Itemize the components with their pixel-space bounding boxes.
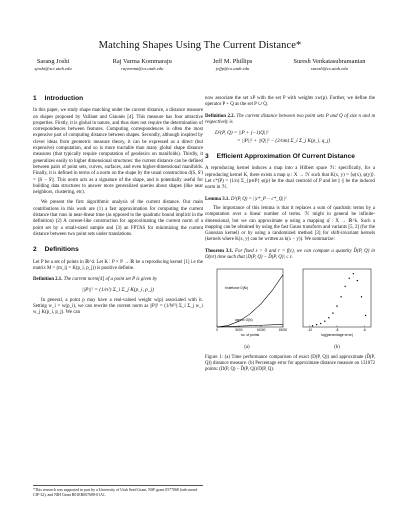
- data-point: [336, 306, 337, 307]
- definition-text: The current norm[4] of a point set P is given by: [63, 277, 158, 283]
- author-name: Jeff M. Phillips: [212, 58, 253, 65]
- x-tick-label: -6: [362, 328, 366, 333]
- approximation-paragraph-1: A reproducing kernel induces a map into a Hilbert space ℋ: specifically, for a reproducing kernel K, there exists a map φ : X → ℋ such that K(x, y) = ⟨φ(x), φ(y)⟩. Let c*(P) = (1/n) Σ_{p∈P} φ(p) be the dual centroid of P and let ||·|| be the induced norm in ℋ.: [205, 166, 375, 191]
- section-heading-introduction: [33, 96, 203, 102]
- series-label: bruteforce O(N²): [225, 286, 249, 291]
- author-4: [293, 58, 365, 71]
- section-heading-definitions: [33, 247, 203, 253]
- plot-frame: [303, 269, 371, 327]
- definitions-paragraph-1: Let P be a set of points in ℝ^d. Let K : P × P → ℝ be a reproducing kernel [1] i.e the matrix M = (m_ij = K(p_i, p_j)) is positive definite.: [33, 259, 203, 271]
- definitions-paragraph-2: In general, a point p may have a real-valued weight w(p) associated with it. Setting w_i = w(p_i), we can rewrite the current norm as ||P||² = (1/W²) Σ_i Σ_j w_i w_j K(p_i, p_j). We can: [33, 297, 203, 316]
- author-email: rajvarma@cs.utah.edu: [121, 66, 164, 71]
- section-number: 3: [205, 153, 209, 161]
- section-number: 1: [33, 95, 37, 102]
- figure-caption: Figure 1: (a) Time performance comparison of exact (D(P, Q)) and approximate (D̂(P, Q)) distance measure. (b) Percentage error for approximate distance measure on 131072 points: (D(P, Q) − D̂(P, Q))/D(P, Q).: [205, 355, 375, 373]
- paper-title: Matching Shapes Using The Current Distance*: [98, 40, 302, 51]
- author-2: [113, 58, 172, 71]
- section-heading-approximation: [205, 154, 375, 160]
- definition-label: Definition 2.1.: [33, 277, 63, 283]
- x-axis-label: log(percentage error): [321, 333, 353, 338]
- data-point: [357, 280, 358, 281]
- data-point: [332, 313, 333, 314]
- x-tick-label: 10000: [256, 328, 266, 333]
- left-column: [33, 96, 203, 321]
- x-tick-label: 0: [216, 328, 218, 333]
- author-email: suresh@cs.utah.edu: [310, 66, 348, 71]
- author-name: Sarang Joshi: [36, 58, 70, 65]
- definition-2-1: [33, 277, 203, 283]
- data-point: [320, 323, 321, 324]
- series-label: approx O(N): [235, 318, 253, 323]
- author-3: [213, 58, 252, 71]
- author-email: sjoshi@sci.utah.edu: [34, 66, 72, 71]
- x-axis-label: no. of points: [240, 333, 260, 338]
- data-point: [353, 273, 354, 274]
- author-email: jeffp@cs.utah.edu: [215, 66, 250, 71]
- section-title: Definitions: [44, 246, 79, 254]
- intro-paragraph-1: In this paper, we study shape matching under the current distance, a distance measure on shapes proposed by Vaillant and Glaunès [4]. This measure has four attractive properties. Firstly, it is global in nature, and thus does not require the determination of correspondences between features. Computing correspondences is often the most expensive part of computing distance between shapes. Secondly, although inspired by clever ideas from geometric measure theory, it can be expressed as a direct (but expensive) computation, and so is more tractable than many global shape distance measures (that typically require computation of geodesics on manifolds). Thirdly, it generalizes easily to higher dimensional structures: the current distance can be defined between pairs of point sets, curves, surfaces, and even higher-dimensional manifolds. Finally, it is defined in terms of a norm on the shape by the usual construction d(S, S') = ||S − S'||. This norm acts as a signature of the shape, and is potentially useful for building data structures to answer more generalized queries about shapes (like near neighbors, clustering, etc).: [33, 108, 203, 196]
- definition-label: Definition 2.2.: [205, 113, 235, 119]
- approximation-paragraph-2: The importance of this lemma is that it replaces a sum of quadratic terms by a computation over a linear number of terms. ℋ might in general be infinite-dimensional, but we can approximate φ using a mapping φ̂ : X → ℝ^k. Such a mapping can be obtained by using the fast Gauss transform and variants [5, 2] (for the Gaussian kernel) or by using a randomized method [3] for shift-invariant kernels (kernels where K(x, y) can be written as k(x − y)). We summarize:: [205, 205, 375, 243]
- x-tick-label: -8: [335, 328, 339, 333]
- right-paragraph-0: now associate the set xP with the set P with weights xw(p). Further, we define the operator P + Q as the set P ∪ Q.: [205, 96, 375, 108]
- data-point: [349, 278, 350, 279]
- x-tick-label: 5000: [235, 328, 243, 333]
- data-point: [344, 286, 345, 287]
- lemma-label: Lemma 3.1.: [205, 196, 230, 202]
- theorem-3-1: [205, 249, 375, 262]
- definition-text: The current distance between two point sets P and Q of size n and m respectively is: [205, 113, 375, 125]
- section-title: Introduction: [44, 95, 84, 102]
- right-column: [205, 96, 375, 373]
- lemma-3-1: [205, 197, 375, 203]
- author-list: [14, 58, 386, 71]
- data-point: [312, 325, 313, 326]
- section-number: 2: [33, 246, 37, 254]
- chart-percentage-error: [297, 265, 375, 341]
- author-name: Raj Varma Kommaraju: [112, 58, 172, 65]
- intro-paragraph-2: We present the first algorithmic analysis of the current distance. Our main contributions in this work are (1) a fast approximation for computing the current distance that runs in near-linear time (as opposed to the quadratic bound implicit in the definition) (2) A coreset-like construction for approximating the current norm of a point set by a small-sized sample and (3) an FPTAS for minimizing the current distance between two point sets under translations.: [33, 200, 203, 237]
- equation-current-distance: [215, 129, 375, 145]
- lemma-text: D²(P, Q) = ||c*_P − c*_Q||²: [230, 196, 287, 202]
- chart-time-performance: [209, 265, 287, 341]
- data-point: [316, 324, 317, 325]
- section-title: Efficient Approximation Of Current Distance: [216, 153, 355, 161]
- definition-2-2: [205, 114, 375, 127]
- author-1: [35, 58, 72, 71]
- equation-line-1: D²(P, Q) = ||P + (−1)Q||²: [215, 130, 269, 137]
- data-point: [340, 296, 341, 297]
- equation-line-2: = ||P||² + ||Q||² − (2/nm) Σ_i Σ_j K(p_i, q_j): [237, 138, 331, 145]
- equation-current-norm: ||P||² = (1/n²) Σ_i Σ_j K(p_i, p_j): [82, 287, 154, 294]
- author-name: Suresh Venkatasubramanian: [293, 58, 366, 65]
- data-point: [361, 296, 362, 297]
- x-tick-label: -10: [307, 328, 313, 333]
- footnote: *This research was supported in part by a University of Utah Seed Grant, NSF grant 0577068 (sub-award CIF-32), and NIH Grant R01EB007688-01A1.: [33, 485, 203, 498]
- figure-label-a: (a): [244, 345, 250, 351]
- data-point: [365, 315, 366, 316]
- theorem-label: Theorem 3.1.: [205, 248, 234, 254]
- data-point: [324, 321, 325, 322]
- x-tick-label: 15000: [278, 328, 287, 333]
- figure-label-b: (b): [334, 345, 340, 351]
- data-point: [328, 317, 329, 318]
- theorem-text: For fixed ε > 0 and r = f(ε), we can compute a quantity D̂(P, Q) in O(nr) time such that |D(P, Q) − D̂(P, Q)| ≤ ε.: [205, 248, 375, 261]
- figure-1: [205, 265, 375, 351]
